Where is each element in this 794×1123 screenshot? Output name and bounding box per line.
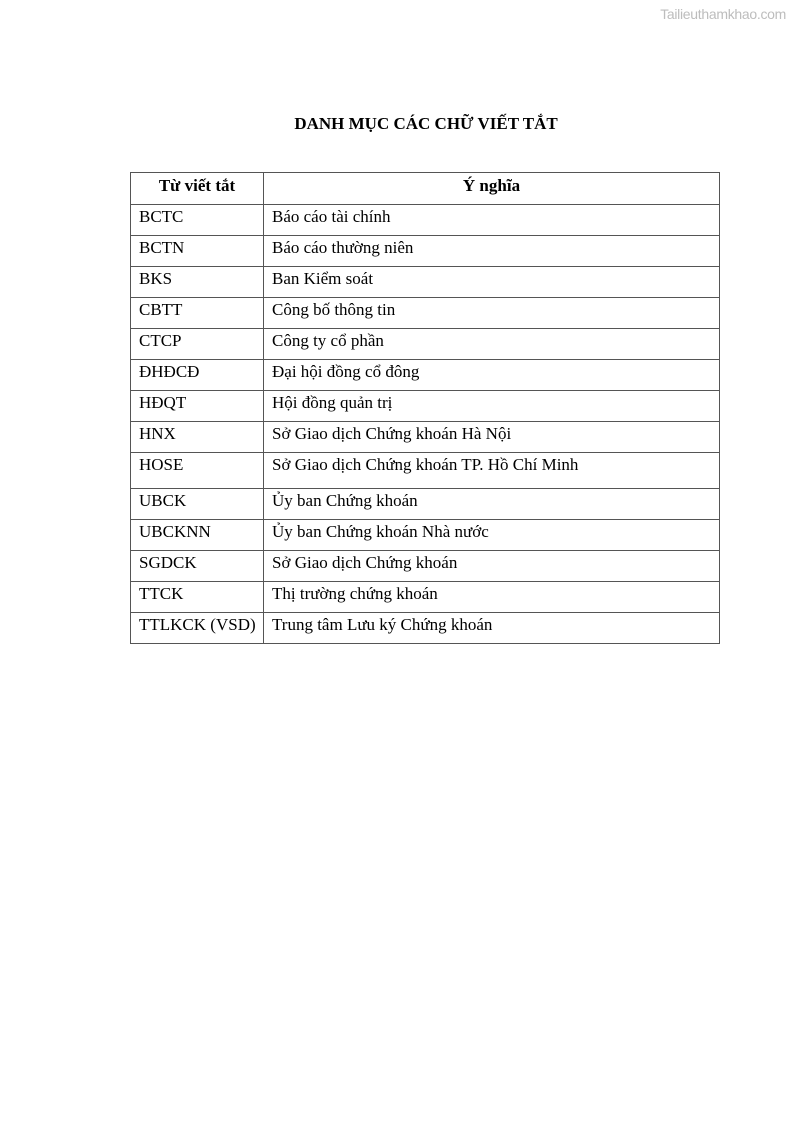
abbreviation-cell: TTCK	[131, 582, 264, 613]
meaning-cell: Ủy ban Chứng khoán Nhà nước	[264, 520, 720, 551]
table-row	[131, 422, 720, 453]
table-row	[131, 360, 720, 391]
meaning-cell: Sở Giao dịch Chứng khoán Hà Nội	[264, 422, 720, 453]
abbreviation-cell: CBTT	[131, 298, 264, 329]
meaning-cell: Trung tâm Lưu ký Chứng khoán	[264, 613, 720, 644]
watermark: Tailieuthamkhao.com	[660, 6, 786, 22]
abbreviation-cell: HOSE	[131, 453, 264, 489]
abbreviation-cell: BCTC	[131, 205, 264, 236]
abbreviation-cell: BKS	[131, 267, 264, 298]
meaning-cell: Báo cáo tài chính	[264, 205, 720, 236]
abbreviation-cell: SGDCK	[131, 551, 264, 582]
table-row	[131, 453, 720, 489]
abbreviation-cell: TTLKCK (VSD)	[131, 613, 264, 644]
meaning-cell: Thị trường chứng khoán	[264, 582, 720, 613]
abbreviation-cell: CTCP	[131, 329, 264, 360]
table-row	[131, 520, 720, 551]
meaning-cell: Sở Giao dịch Chứng khoán TP. Hồ Chí Minh	[264, 453, 720, 489]
table-row	[131, 551, 720, 582]
abbreviation-cell: HĐQT	[131, 391, 264, 422]
table-row	[131, 391, 720, 422]
meaning-cell: Sở Giao dịch Chứng khoán	[264, 551, 720, 582]
abbreviation-cell: BCTN	[131, 236, 264, 267]
table-row	[131, 298, 720, 329]
table-row	[131, 205, 720, 236]
meaning-cell: Công ty cổ phần	[264, 329, 720, 360]
abbreviation-cell: HNX	[131, 422, 264, 453]
meaning-cell: Hội đồng quản trị	[264, 391, 720, 422]
meaning-cell: Ủy ban Chứng khoán	[264, 489, 720, 520]
abbreviation-cell: ĐHĐCĐ	[131, 360, 264, 391]
table-row	[131, 236, 720, 267]
table-row	[131, 613, 720, 644]
abbreviations-table	[130, 172, 720, 644]
table-row	[131, 267, 720, 298]
header-meaning: Ý nghĩa	[264, 173, 720, 205]
table-row	[131, 582, 720, 613]
abbreviation-cell: UBCKNN	[131, 520, 264, 551]
meaning-cell: Báo cáo thường niên	[264, 236, 720, 267]
meaning-cell: Đại hội đồng cổ đông	[264, 360, 720, 391]
header-abbreviation: Từ viết tắt	[131, 173, 264, 205]
table-header-row	[131, 173, 720, 205]
meaning-cell: Ban Kiểm soát	[264, 267, 720, 298]
table-row	[131, 329, 720, 360]
table-row	[131, 489, 720, 520]
meaning-cell: Công bố thông tin	[264, 298, 720, 329]
abbreviation-cell: UBCK	[131, 489, 264, 520]
page-title: DANH MỤC CÁC CHỮ VIẾT TẮT	[294, 114, 558, 133]
